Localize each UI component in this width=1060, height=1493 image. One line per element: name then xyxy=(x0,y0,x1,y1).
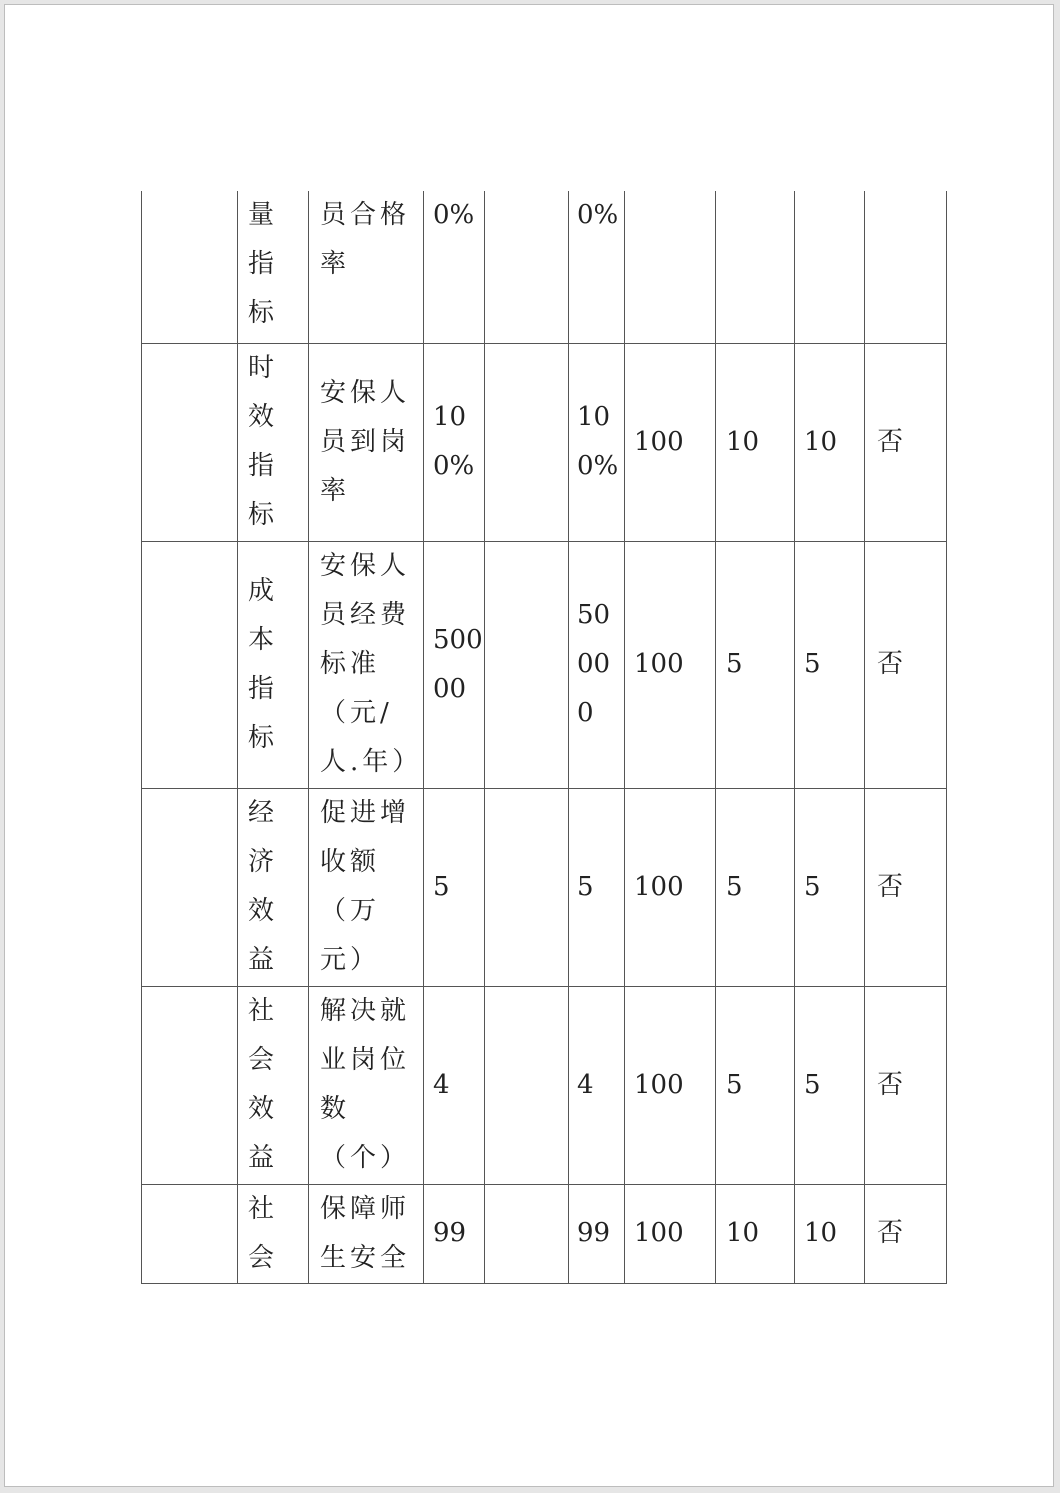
table-row xyxy=(142,1184,947,1283)
indicator-cell: 保障师生安全 xyxy=(309,1184,424,1283)
target-value-cell: 100% xyxy=(424,343,485,541)
category-cell: 经济效益 xyxy=(238,788,309,986)
score-cell: 5 xyxy=(795,986,865,1184)
adjust-cell xyxy=(865,191,947,343)
weight-cell: 5 xyxy=(716,541,795,788)
table-row xyxy=(142,788,947,986)
target-value-cell: 0% xyxy=(424,191,485,343)
score-cell: 10 xyxy=(795,1184,865,1283)
blank-cell xyxy=(485,1184,569,1283)
adjust-cell: 否 xyxy=(865,1184,947,1283)
level-cell xyxy=(142,541,238,788)
weight-cell: 10 xyxy=(716,343,795,541)
completion-rate-cell: 100 xyxy=(625,343,716,541)
level-cell xyxy=(142,788,238,986)
completion-rate-cell: 100 xyxy=(625,788,716,986)
actual-value-cell: 4 xyxy=(569,986,625,1184)
score-cell: 10 xyxy=(795,343,865,541)
target-value-cell: 50000 xyxy=(424,541,485,788)
score-cell: 5 xyxy=(795,541,865,788)
indicator-cell: 员合格率 xyxy=(309,191,424,343)
score-cell xyxy=(795,191,865,343)
level-cell xyxy=(142,986,238,1184)
blank-cell xyxy=(485,191,569,343)
adjust-cell: 否 xyxy=(865,986,947,1184)
indicator-cell: 安保人员到岗率 xyxy=(309,343,424,541)
blank-cell xyxy=(485,788,569,986)
table-row xyxy=(142,343,947,541)
weight-cell: 5 xyxy=(716,788,795,986)
category-cell: 社会效益 xyxy=(238,986,309,1184)
score-cell: 5 xyxy=(795,788,865,986)
actual-value-cell: 5 xyxy=(569,788,625,986)
completion-rate-cell: 100 xyxy=(625,1184,716,1283)
weight-cell: 5 xyxy=(716,986,795,1184)
table-row xyxy=(142,191,947,343)
completion-rate-cell: 100 xyxy=(625,541,716,788)
adjust-cell: 否 xyxy=(865,343,947,541)
level-cell xyxy=(142,191,238,343)
adjust-cell: 否 xyxy=(865,541,947,788)
actual-value-cell: 100% xyxy=(569,343,625,541)
adjust-cell: 否 xyxy=(865,788,947,986)
category-cell: 成本指标 xyxy=(238,541,309,788)
level-cell xyxy=(142,343,238,541)
actual-value-cell: 99 xyxy=(569,1184,625,1283)
table-row xyxy=(142,541,947,788)
actual-value-cell: 0% xyxy=(569,191,625,343)
completion-rate-cell: 100 xyxy=(625,986,716,1184)
blank-cell xyxy=(485,343,569,541)
weight-cell xyxy=(716,191,795,343)
category-cell: 社会 xyxy=(238,1184,309,1283)
category-cell: 时效指标 xyxy=(238,343,309,541)
blank-cell xyxy=(485,986,569,1184)
table-row xyxy=(142,986,947,1184)
indicator-cell: 促进增收额（万元） xyxy=(309,788,424,986)
indicator-cell: 解决就业岗位数（个） xyxy=(309,986,424,1184)
document-page xyxy=(4,4,1054,1487)
level-cell xyxy=(142,1184,238,1283)
category-cell: 量指标 xyxy=(238,191,309,343)
target-value-cell: 5 xyxy=(424,788,485,986)
completion-rate-cell xyxy=(625,191,716,343)
performance-indicator-table xyxy=(141,191,947,1284)
blank-cell xyxy=(485,541,569,788)
actual-value-cell: 50000 xyxy=(569,541,625,788)
weight-cell: 10 xyxy=(716,1184,795,1283)
indicator-cell: 安保人员经费标准（元/人.年） xyxy=(309,541,424,788)
target-value-cell: 99 xyxy=(424,1184,485,1283)
target-value-cell: 4 xyxy=(424,986,485,1184)
